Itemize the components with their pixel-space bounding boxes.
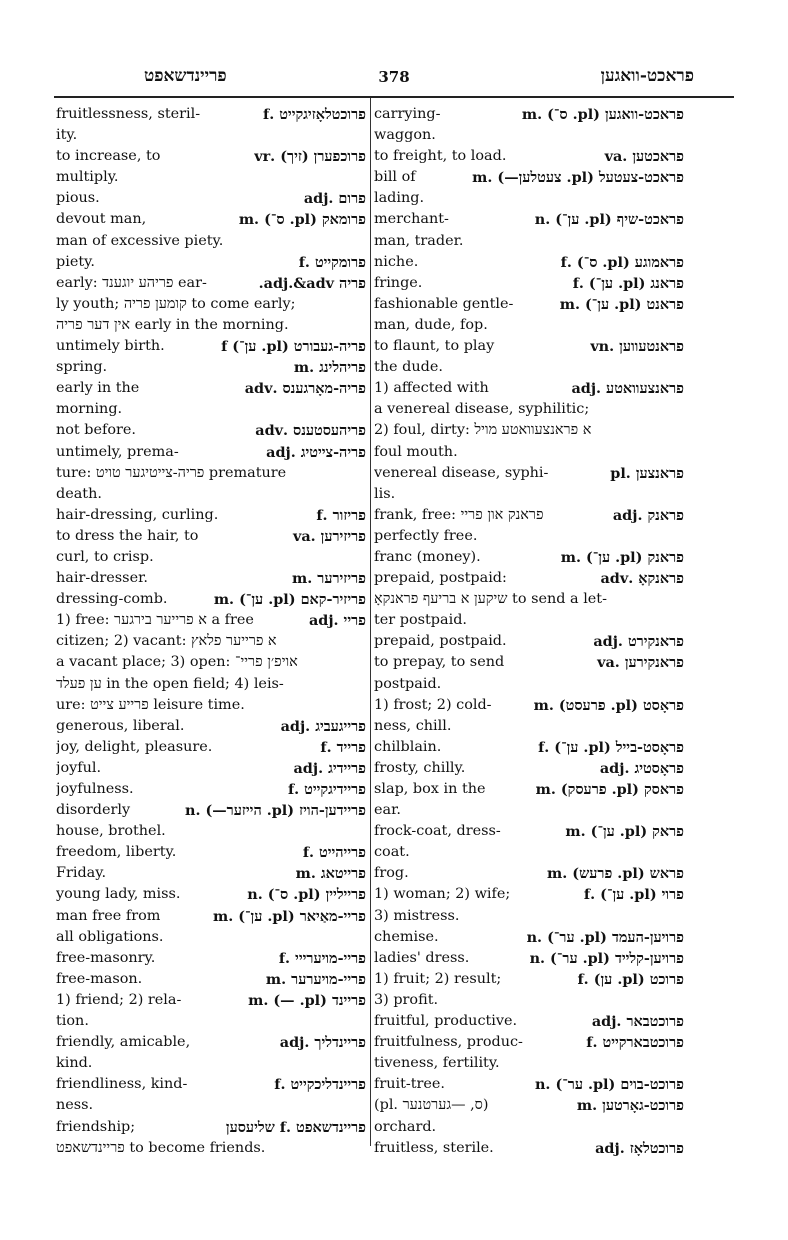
english-definition: ness, chill. [374, 717, 452, 734]
english-definition: joyfulness. [56, 781, 134, 797]
yiddish-headword: פראנקירען .va [597, 654, 684, 672]
english-definition: שיקען א בריעף פראנקאָ to send a let- [374, 591, 607, 608]
yiddish-headword: פריידיג .adj [293, 759, 366, 777]
yiddish-headword: פריי-מויערייי .f [278, 949, 366, 967]
english-definition: frog. [374, 865, 409, 882]
english-definition: prepaid, postpaid: [374, 570, 507, 587]
yiddish-headword: פראנט (pl. ען־) .m [559, 295, 684, 313]
yiddish-headword: פראש (pl. פרעש) .m [547, 865, 684, 883]
yiddish-headword: פריהעסטענס .adv [255, 422, 366, 440]
english-definition: ture: פריה-צייטיגער טויט premature [56, 464, 287, 481]
page-header [54, 62, 734, 92]
english-definition: אין דער פריה early in the morning. [56, 316, 289, 333]
english-definition: ity. [56, 127, 78, 144]
column-divider [370, 98, 371, 1146]
english-definition: fruitlessness, steril- [56, 106, 201, 122]
english-definition: bill of [374, 169, 416, 186]
english-definition: orchard. [374, 1118, 437, 1135]
yiddish-headword: פרוכט (pl. ען) .f [577, 970, 684, 988]
yiddish-headword: פריינדליכקייט .f [274, 1076, 366, 1094]
yiddish-headword: פריינד (pl. —) .m [248, 991, 366, 1009]
entry-line [374, 589, 684, 610]
yiddish-headword: פריזור .f [316, 506, 366, 524]
english-definition: to prepay, to send [374, 654, 505, 671]
left-running-head: פריינדשאפט [144, 66, 227, 86]
entry-line [56, 758, 366, 779]
entry-line [56, 547, 366, 568]
entry-line [56, 969, 366, 990]
entry-line [374, 800, 684, 821]
entry-line [374, 505, 684, 526]
english-definition: ladies' dress. [374, 949, 470, 966]
english-definition: ness. [56, 1097, 94, 1114]
english-definition: tiveness, fertility. [374, 1055, 500, 1072]
english-definition: 3) mistress. [374, 907, 460, 924]
english-definition: ly youth; קומען פריה to come early; [56, 295, 296, 312]
entry-line [56, 188, 366, 209]
yiddish-headword: פריינדליך .adj [279, 1034, 366, 1052]
english-definition: carrying- [374, 106, 441, 122]
english-definition: 1) friend; 2) rela- [56, 991, 182, 1008]
english-definition: morning. [56, 401, 123, 418]
yiddish-headword: פרוכטבאר .adj [591, 1013, 684, 1031]
entry-line [374, 568, 684, 589]
english-definition: kind. [56, 1055, 93, 1072]
entry-line [56, 252, 366, 273]
english-definition: a vacant place; 3) open: אויפ׳ן פריי־ [56, 654, 298, 671]
english-definition: man, trader. [374, 232, 464, 249]
entry-line [374, 188, 684, 209]
entry-line [374, 610, 684, 631]
entry-line [56, 906, 366, 927]
entry-line [374, 442, 684, 463]
yiddish-headword: פרוכטבארקייט .f [586, 1034, 684, 1052]
yiddish-headword: פרוכטלאָזיגקייט .f [263, 106, 366, 123]
yiddish-headword: פראכטען .va [604, 148, 684, 166]
english-definition: a venereal disease, syphilitic; [374, 401, 590, 418]
english-definition: ear. [374, 802, 401, 819]
entry-line [374, 779, 684, 800]
english-definition: ter postpaid. [374, 612, 467, 629]
yiddish-headword: פריה-געבורט (pl. ען־) f [221, 338, 366, 356]
yiddish-headword: פראָסטיג .adj [599, 759, 684, 777]
yiddish-headword: פריינדשאפט .f שליעסען [225, 1118, 366, 1136]
english-definition: niche. [374, 253, 419, 270]
yiddish-headword: פרוכפערן (זיך) .vr [254, 148, 366, 166]
entry-line [374, 146, 684, 167]
entry-line [56, 610, 366, 631]
entry-line [56, 842, 366, 863]
entry-line [56, 821, 366, 842]
yiddish-headword: פרויען-קלייד (pl. ער־) .n [529, 949, 684, 967]
yiddish-headword: פרומאק (pl. ס־) .m [238, 211, 366, 229]
entry-line [374, 1074, 684, 1095]
english-definition: merchant- [374, 211, 449, 228]
entry-line [374, 231, 684, 252]
english-definition: prepaid, postpaid. [374, 633, 507, 650]
entry-line [56, 1138, 366, 1159]
entry-line [56, 357, 366, 378]
entry-line [374, 990, 684, 1011]
yiddish-headword: פריידיגקייט .f [287, 781, 366, 798]
english-definition: פריינדשאפט to become friends. [56, 1139, 266, 1156]
english-definition: early: פריהע יוגענד ear- [56, 274, 207, 291]
english-definition: 1) frost; 2) cold- [374, 696, 492, 713]
english-definition: friendly, amicable, [56, 1034, 191, 1051]
english-definition: to freight, to load. [374, 148, 507, 165]
entry-line [56, 800, 366, 821]
right-column [374, 104, 684, 1159]
yiddish-headword: פראנצעוואטע .adj [571, 380, 684, 398]
entry-line [56, 104, 366, 125]
entry-line [374, 674, 684, 695]
yiddish-headword: פראָסט (pl. פרעסט) .m [533, 696, 684, 714]
right-running-head: פראכט-וואגען [600, 66, 694, 86]
entry-line [56, 484, 366, 505]
english-definition: franc (money). [374, 548, 481, 565]
english-definition: spring. [56, 359, 108, 376]
entry-line [56, 695, 366, 716]
yiddish-headword: פרייהייט .f [302, 844, 366, 862]
english-definition: to dress the hair, to [56, 527, 199, 544]
entry-line [374, 378, 684, 399]
entry-line [374, 948, 684, 969]
yiddish-headword: פריהלינג .m [293, 359, 366, 377]
entry-line [56, 631, 366, 652]
english-definition: foul mouth. [374, 443, 458, 460]
english-definition: free-masonry. [56, 949, 156, 966]
entry-line [56, 505, 366, 526]
yiddish-headword: פראָסט-בייל (pl. ען־) .f [538, 738, 684, 756]
yiddish-headword: פראמוגע (pl. ס־) .f [560, 253, 684, 271]
entry-line [56, 652, 366, 673]
english-definition: friendliness, kind- [56, 1076, 188, 1093]
english-definition: frank, free: פראנק און פריי [374, 506, 544, 523]
entry-line [374, 547, 684, 568]
yiddish-headword: פריידען-הויז (pl. הייזער—) .n [184, 802, 366, 820]
english-definition: piety. [56, 253, 95, 270]
entry-line [56, 568, 366, 589]
entry-line [56, 1032, 366, 1053]
entry-line [56, 674, 366, 695]
yiddish-headword: פראנקירט .adj [593, 633, 684, 651]
entry-line [374, 209, 684, 230]
yiddish-headword: פראנטעווען .vn [590, 338, 684, 356]
yiddish-headword: פרייד .f [320, 738, 366, 756]
english-definition: not before. [56, 422, 136, 439]
english-definition: fringe. [374, 274, 423, 291]
english-definition: ure: פרייע צייט leisure time. [56, 696, 245, 713]
entry-line [56, 420, 366, 441]
entry-line [56, 1074, 366, 1095]
english-definition: waggon. [374, 127, 436, 144]
entry-line [374, 969, 684, 990]
entry-line [374, 315, 684, 336]
english-definition: 3) profit. [374, 991, 439, 1008]
entry-line [56, 1053, 366, 1074]
english-definition: the dude. [374, 359, 443, 376]
english-definition: friendship; [56, 1118, 136, 1135]
english-definition: untimely birth. [56, 338, 165, 355]
yiddish-headword: פרויען-העמד (pl. ער־) .n [526, 928, 684, 946]
english-definition: lis. [374, 485, 396, 502]
entry-line [56, 589, 366, 610]
english-definition: postpaid. [374, 675, 442, 692]
yiddish-headword: פרייליין (pl. ס־) .n [247, 886, 366, 904]
entry-line [56, 1011, 366, 1032]
english-definition: joy, delight, pleasure. [56, 738, 213, 755]
entry-line [374, 294, 684, 315]
entry-line [374, 1053, 684, 1074]
english-definition: frosty, chilly. [374, 759, 466, 776]
entry-line [374, 927, 684, 948]
entry-line [56, 167, 366, 188]
entry-line [374, 399, 684, 420]
english-definition: fashionable gentle- [374, 295, 514, 312]
entry-line [374, 526, 684, 547]
entry-line [56, 336, 366, 357]
yiddish-headword: פריזירען .va [292, 527, 366, 545]
english-definition: chemise. [374, 928, 439, 945]
english-definition: hair-dressing, curling. [56, 506, 219, 523]
english-definition: fruitfulness, produc- [374, 1034, 523, 1051]
entry-line [374, 1095, 684, 1116]
english-definition: tion. [56, 1013, 89, 1030]
entry-line [374, 463, 684, 484]
yiddish-headword: פריי .adj [308, 612, 366, 630]
english-definition: citizen; 2) vacant: א פרייער פלאץ [56, 633, 277, 650]
yiddish-headword: פראסק (pl. פרעסק) .m [535, 781, 684, 798]
entry-line [56, 209, 366, 230]
english-definition: joyful. [56, 759, 102, 776]
english-definition: freedom, liberty. [56, 844, 177, 861]
entry-line [374, 1032, 684, 1053]
entry-line [374, 1011, 684, 1032]
entry-line [56, 463, 366, 484]
entry-line [374, 906, 684, 927]
yiddish-headword: פריה-צייטיג .adj [266, 443, 366, 461]
entry-line [56, 948, 366, 969]
entry-line [374, 737, 684, 758]
english-definition: man, dude, fop. [374, 316, 488, 333]
entry-line [374, 652, 684, 673]
yiddish-headword: פריזירער .m [292, 570, 366, 588]
entry-line [56, 927, 366, 948]
english-definition: dressing-comb. [56, 591, 168, 608]
entry-line [374, 273, 684, 294]
entry-line [374, 884, 684, 905]
english-definition: man of excessive piety. [56, 232, 224, 249]
entry-line [374, 252, 684, 273]
entry-line [374, 336, 684, 357]
english-definition: disorderly [56, 802, 131, 819]
english-definition: 2) foul, dirty: א פראנצעוואטע מויל [374, 422, 592, 439]
english-definition: frock-coat, dress- [374, 823, 501, 840]
english-definition: coat. [374, 844, 410, 861]
entry-line [56, 315, 366, 336]
yiddish-headword: פרום .adj [303, 190, 366, 208]
entry-line [56, 1095, 366, 1116]
english-definition: (pl. ס, —גערטנער) [374, 1097, 489, 1114]
yiddish-headword: פריה-מאָרגענס .adv [244, 380, 366, 398]
english-definition: free-mason. [56, 970, 143, 987]
english-definition: chilblain. [374, 738, 442, 755]
entry-line [56, 737, 366, 758]
english-definition: generous, liberal. [56, 717, 185, 734]
entry-line [374, 125, 684, 146]
english-definition: man free from [56, 907, 161, 924]
english-definition: to increase, to [56, 148, 161, 165]
yiddish-headword: פריי-מאַיאר (pl. ען־) .m [212, 907, 366, 925]
english-definition: pious. [56, 190, 100, 207]
english-definition: perfectly free. [374, 527, 478, 544]
yiddish-headword: פראכט-צעטעל (pl. צעטלען—) .m [472, 169, 684, 187]
entry-line [56, 231, 366, 252]
header-rule [54, 96, 734, 98]
english-definition: hair-dresser. [56, 570, 148, 587]
english-definition: all obligations. [56, 928, 164, 945]
page-number: 378 [378, 68, 410, 86]
english-definition: fruit-tree. [374, 1076, 445, 1093]
yiddish-headword: פראנג (pl. ען־) .f [572, 274, 684, 292]
entry-line [374, 104, 684, 125]
english-definition: fruitless, sterile. [374, 1139, 494, 1156]
english-definition: 1) woman; 2) wife; [374, 886, 511, 903]
english-definition: 1) free: א פרייער בירגער a free [56, 612, 254, 629]
english-definition: young lady, miss. [56, 886, 181, 903]
english-definition: 1) affected with [374, 380, 489, 397]
yiddish-headword: פריזיר-קאם (pl. ען־) .m [213, 591, 366, 609]
yiddish-headword: פראנק .adj [612, 506, 684, 524]
entry-line [56, 399, 366, 420]
yiddish-headword: פרוכט-גאָרטען .m [576, 1097, 684, 1115]
entry-line [374, 695, 684, 716]
yiddish-headword: פראכט-שיף (pl. ען־) .n [534, 211, 684, 229]
english-definition: multiply. [56, 169, 119, 186]
yiddish-headword: פרומקייט .f [298, 253, 366, 271]
entry-line [56, 1117, 366, 1138]
yiddish-headword: פראק (pl. ען־) .m [565, 823, 684, 841]
entry-line [56, 146, 366, 167]
entry-line [56, 273, 366, 294]
english-definition: to flaunt, to play [374, 338, 495, 355]
entry-line [374, 863, 684, 884]
entry-line [374, 821, 684, 842]
entry-line [56, 884, 366, 905]
entry-line [56, 990, 366, 1011]
entry-line [56, 442, 366, 463]
entry-line [56, 779, 366, 800]
yiddish-headword: פראנק (pl. ען־) .m [560, 548, 684, 566]
english-definition: devout man, [56, 211, 147, 228]
entry-line [374, 758, 684, 779]
entry-line [56, 863, 366, 884]
entry-line [374, 484, 684, 505]
yiddish-headword: פרוכטלאָז .adj [595, 1139, 684, 1157]
yiddish-headword: פראנצען .pl [610, 464, 684, 482]
yiddish-headword: פריה adj.&adv. [258, 274, 366, 292]
entry-line [374, 1117, 684, 1138]
entry-line [374, 1138, 684, 1159]
english-definition: untimely, prema- [56, 443, 179, 460]
entry-line [56, 526, 366, 547]
yiddish-headword: פרייטאג .m [295, 865, 366, 883]
entry-line [56, 125, 366, 146]
yiddish-headword: פראכט-וואגען (pl. ס־) .m [521, 106, 684, 123]
entry-line [374, 842, 684, 863]
entry-line [56, 716, 366, 737]
english-definition: curl, to crisp. [56, 548, 154, 565]
entry-line [374, 631, 684, 652]
entry-line [56, 294, 366, 315]
english-definition: 1) fruit; 2) result; [374, 970, 502, 987]
yiddish-headword: פרייגעביג .adj [280, 717, 366, 735]
entry-line [56, 378, 366, 399]
english-definition: death. [56, 485, 102, 502]
entry-line [374, 167, 684, 188]
english-definition: lading. [374, 190, 425, 207]
left-column [56, 104, 366, 1159]
entry-line [374, 357, 684, 378]
english-definition: venereal disease, syphi- [374, 464, 549, 481]
english-definition: ען פעלד in the open field; 4) leis- [56, 675, 284, 692]
english-definition: Friday. [56, 865, 107, 882]
yiddish-headword: פרוי (pl. ען־) .f [583, 886, 684, 904]
english-definition: fruitful, productive. [374, 1013, 518, 1030]
yiddish-headword: פרוכט-בוים (pl. ער־) .n [534, 1076, 684, 1094]
yiddish-headword: פראנקאָ .adv [600, 570, 684, 588]
english-definition: house, brothel. [56, 823, 166, 840]
entry-line [374, 716, 684, 737]
yiddish-headword: פריי-מויערער .m [265, 970, 366, 988]
english-definition: slap, box in the [374, 781, 486, 797]
english-definition: early in the [56, 380, 140, 397]
entry-line [374, 420, 684, 441]
